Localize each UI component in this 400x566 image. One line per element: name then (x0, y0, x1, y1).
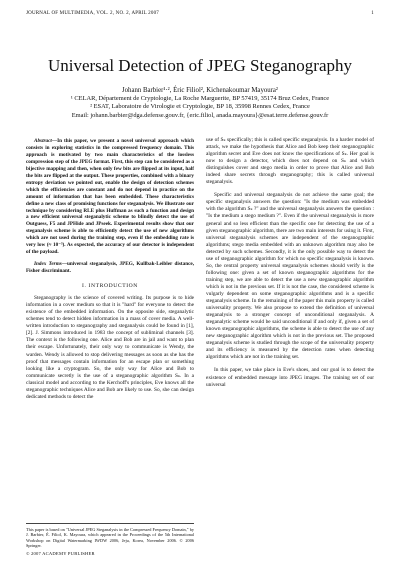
abstract (26, 138, 194, 256)
affiliation-1: ¹ CELAR, Département de Cryptologie, La Roche Marguerite, BP 57419, 35174 Bruz Cedex, France (70, 95, 330, 103)
footnote: This paper is based on "Universal JPEG Steganalysis in the Compressed Frequency Domain," by J. Barbier, É. Filiol, K. Mayoura, which appeared in the Proceedings of the 5th International Workshop on Digital Watermarking IWDW 2006, Jeju, Korea, November 2006. © 2006 Springer. (26, 523, 194, 549)
affiliation-2: ² ESAT, Laboratoire de Virologie et Cryptologie, BP 18, 35998 Rennes Cedex, France (90, 103, 310, 111)
abstract-label: Abstract— (34, 138, 58, 144)
index-terms-text: universal steganalysis, JPEG, Kullbak-Leibler distance, Fisher discriminant. (26, 261, 194, 275)
index-terms (26, 261, 194, 275)
left-column (26, 138, 194, 401)
running-head (26, 11, 374, 16)
author-names: Johann Barbier¹·², Éric Filiol², Kichenakoumar Mayoura² (122, 87, 278, 94)
publisher-footer: © 2007 ACADEMY PUBLISHER (26, 551, 95, 556)
section-heading-introduction: I. INTRODUCTION (82, 283, 138, 290)
paper-title: Universal Detection of JPEG Steganography (47, 56, 353, 75)
index-terms-label: Index Terms— (34, 261, 67, 268)
right-paragraph-2: Specific and universal steganalysis do not achieve the same goal; the specific steganalysis answers the question: "Is the medium was embedded with the algorithm Sₖ ?" and the universal steganalysis answers the question : "Is the medium a stego medium ?". Even if the universal steganalysis is more general and so less efficient than the specific one for detecting the use of a given steganographic algorithm, there are two main interests for using it. First, universal steganalysis schemes are independent of the steganographic algorithms; stego media embedded with an unknown algorithm may also be detected by such schemes. Secondly, it is the only possible way to detect the use of steganographic algorithm for which no specific steganalysis is known. So, the central property universal steganalysis schemes should verify is the following one: given a set of known steganographic algorithms for the training step, we are able to detect the use a new steganographic algorithm which is not in the previous set. If it is not the case, the considered scheme is vulgarly dependent on some steganographic algorithms and is a specific steganalysis scheme. In the remaining of the paper this main property is called universality property. We also propose to extend the definition of universal steganalysis to a stronger concept of unconditional steganalysis. A steganalytic scheme would be said unconditional if and only if, given a set of known steganographic algorithms, the scheme is able to detect the use of any new steganographic algorithm which is not in the previous set. The proposed steganalysis scheme is studied through the scope of the universality property and its efficiency is measured by the detection rates when detecting algorithms which are not in the training set. (206, 192, 374, 361)
right-paragraph-3: In this paper, we take place in Eve's shoes, and our goal is to detect the existence of embedded message into JPEG images. The training set of our universal (206, 367, 374, 388)
author-emails: Email: johann.barbier@dga.defense.gouv.fr, {eric.filiol, anada.mayoura}@esat.terre.defense.gouv.fr (71, 111, 329, 119)
right-column (206, 137, 374, 389)
author-block (0, 87, 400, 120)
abstract-text: In this paper, we present a novel universal approach which consists in exploring statistics in the compressed frequency domain. This approach is motivated by two main characteristics of the lossless compression step of the JPEG format. First, this step can be considered as a bijective mapping and then, when only few bits are flipped at its input, half the bits are flipped at the output. These properties, combined with a binary entropy deviation we pointed out, enable the design of detection schemes which the efficiencies are constant and do not depend in practice on the amount of information that has been embedded. These characteristics define a new class of promising functions for steganalysis. We illustrate our technique by considering RLE plus Huffman as such a function and design a new efficient universal steganalytic scheme to blindly detect the use of Outguess, F5 and JPHide and JPseek. Experimental results show that our steganalysis scheme is able to efficiently detect the use of new algorithms which are not used during the training step, even if the embedding rate is very low (≈ 10⁻⁵). As expected, the accuracy of our detector is independent of the payload. (26, 138, 194, 256)
intro-paragraph-1: Steganography is the science of covered writing. Its purpose is to hide information in a cover medium so that it is "hard" for everyone to detect the existence of the embedded information. On the opposite side, steganalytic schemes tend to detect hidden information in a mass of cover media. A well-written introduction to steganography and steganalysis could be found in [1], [2]. J. Simmons introduced in 1983 the concept of subliminal channels [3]. The context is the following one. Alice and Bob are in jail and want to plan their escape. Unfortunately, their only way to communicate is Wendy, the warden. Wendy is allowed to stop delivering messages as soon as she has the proof that messages contain information for an escape plan or something looking like a cryptogram. So, the only way for Alice and Bob to communicate secretly is the use of a steganographic algorithm Sₖ. In a classical model and according to the Kerchoff's principles, Eve knows all the steganographic techniques Alice and Bob are likely to use. So, she can design dedicated methods to detect the (26, 295, 194, 400)
page-number: 1 (371, 11, 374, 16)
journal-name: JOURNAL OF MULTIMEDIA, VOL. 2, NO. 2, APRIL 2007 (26, 11, 159, 16)
right-paragraph-1: use of Sₖ specifically; this is called specific steganalysis. In a harder model of attack, we make the hypothesis that Alice and Bob keep their steganographic algorithm secret and Eve does not know the specifications of Sₖ. Her goal is now to design a detector, which does not depend on Sₖ and which distinguishes cover and stego media in order to prove that Alice and Bob indeed share secrets through steganography; this is called universal steganalysis. (206, 137, 374, 186)
